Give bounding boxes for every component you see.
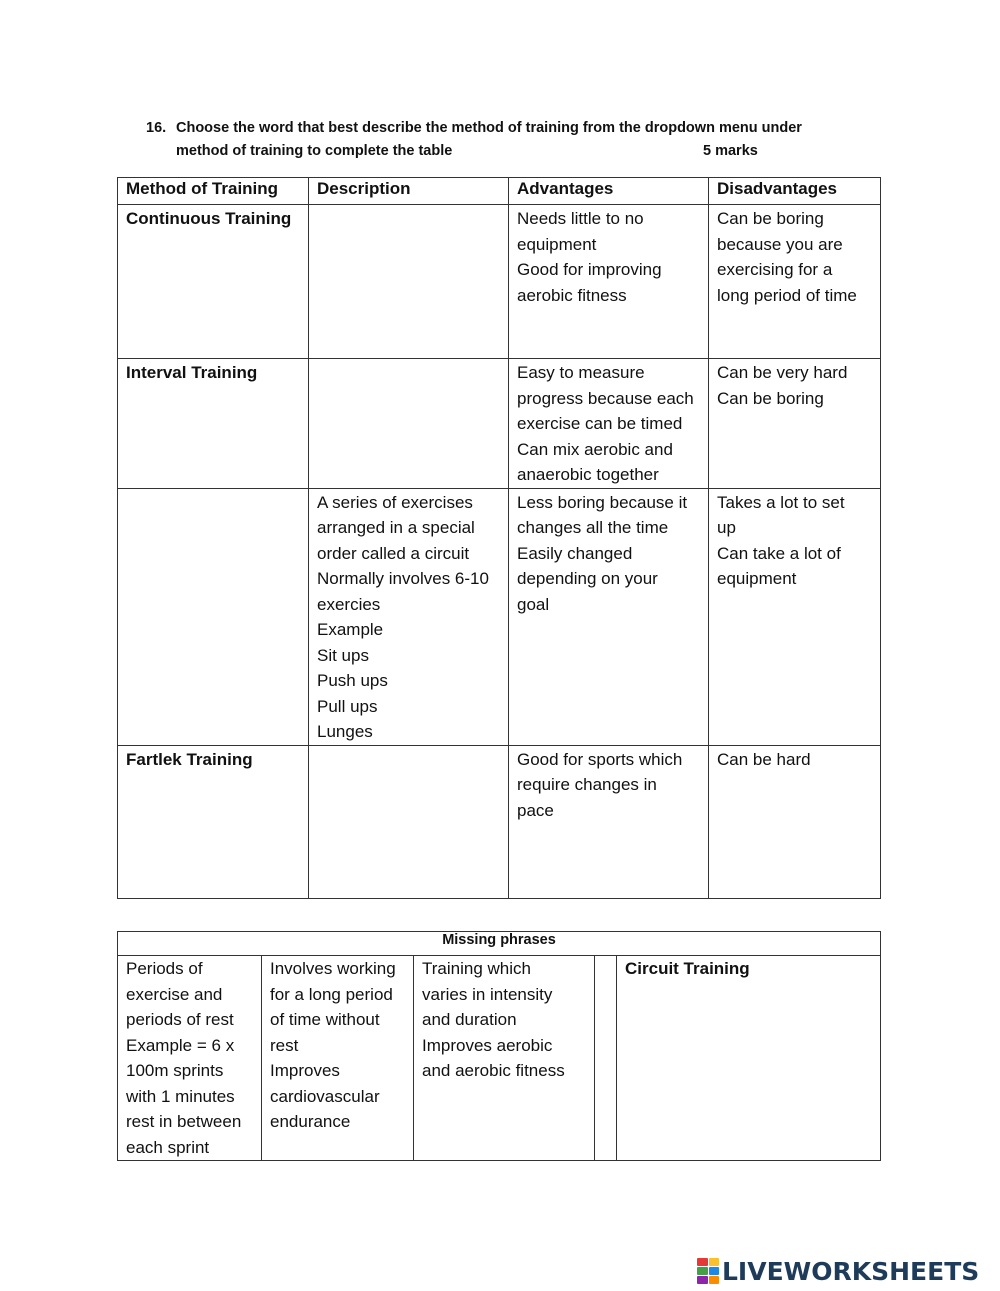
advantages-line: anaerobic together [517,465,659,484]
cell-description [309,488,509,745]
table-header-row [118,178,881,205]
phrase-cell [262,956,414,1161]
description-line: order called a circuit [317,543,470,563]
method-name: Fartlek Training [126,749,253,769]
missing-phrases-row [118,956,881,1161]
table-row [118,488,881,745]
advantages-line: progress because each [517,388,694,408]
liveworksheets-logo [697,1254,979,1288]
logo-square [697,1276,708,1284]
cell-disadvantages [709,745,881,898]
cell-method [118,745,309,898]
phrase-line: rest [270,1035,299,1055]
phrase-line: varies in intensity [422,984,553,1004]
question-number: 16. [146,120,167,136]
phrase-line: and aerobic fitness [422,1061,565,1080]
header-advantages: Advantages [509,178,709,205]
disadvantages-line: equipment [717,569,797,588]
advantages-line: Good for improving [517,260,662,279]
cell-method [118,488,309,745]
logo-square [697,1258,708,1266]
advantages-line: require changes in [517,775,657,794]
phrase-line: of time without [270,1010,380,1029]
phrase-line: endurance [270,1112,351,1131]
advantages-line: goal [517,594,550,614]
disadvantages-line: Takes a lot to set [717,492,845,512]
disadvantages-line: Can be boring [717,209,824,228]
phrase-line: Circuit Training [625,959,750,978]
header-description: Description [309,178,509,205]
disadvantages-line: exercising for a [717,260,833,279]
cell-description [309,359,509,489]
disadvantages-line: Can be hard [717,749,811,769]
disadvantages-line: Can be very hard [717,363,848,382]
advantages-line: Easy to measure [517,363,645,382]
phrase-line: Example = 6 x [126,1035,235,1055]
advantages-line: Easily changed [517,543,633,563]
logo-icon [697,1258,719,1284]
cell-method [118,205,309,359]
phrase-cell [414,956,595,1161]
cell-disadvantages [709,205,881,359]
phrase-cell [118,956,262,1161]
cell-advantages [509,488,709,745]
cell-disadvantages [709,488,881,745]
logo-square [709,1276,720,1284]
advantages-line: Good for sports which [517,749,683,769]
disadvantages-line: long period of time [717,285,857,305]
description-line: Lunges [317,722,373,741]
advantages-line: Can mix aerobic and [517,439,673,459]
method-name: Continuous Training [126,209,292,228]
phrase-line: Involves working [270,959,396,978]
advantages-line: pace [517,800,554,820]
phrase-line: Training which [422,959,531,978]
disadvantages-line: Can take a lot of [717,543,841,563]
phrase-cell [617,956,881,1161]
logo-square [709,1267,720,1275]
training-methods-table [117,177,881,899]
advantages-line: Less boring because it [517,492,688,512]
header-method: Method of Training [118,178,309,205]
phrase-line: exercise and [126,984,223,1004]
phrase-line: Periods of [126,959,203,978]
description-line: A series of exercises [317,492,473,512]
disadvantages-line: Can be boring [717,388,824,408]
cell-advantages [509,745,709,898]
advantages-line: Needs little to no [517,209,644,228]
missing-phrases-title: Missing phrases [118,932,881,956]
disadvantages-line: up [717,518,736,537]
question-text-line-2: method of training to complete the table [176,143,453,159]
phrase-line: with 1 minutes [126,1086,235,1106]
advantages-line: exercise can be timed [517,414,683,433]
advantages-line: aerobic fitness [517,285,627,305]
advantages-line: changes all the time [517,518,669,537]
description-line: Normally involves 6-10 [317,569,489,588]
phrase-line: each sprint [126,1137,210,1157]
cell-description [309,205,509,359]
missing-phrases-table [117,931,881,1161]
cell-advantages [509,359,709,489]
logo-text: LIVEWORKSHEETS [722,1256,980,1286]
method-name: Interval Training [126,363,258,382]
phrase-line: Improves aerobic [422,1035,553,1055]
cell-advantages [509,205,709,359]
description-line: arranged in a special [317,518,475,537]
table-row [118,205,881,359]
logo-square [709,1258,720,1266]
phrase-line: rest in between [126,1112,242,1131]
phrase-line: periods of rest [126,1010,234,1029]
description-line: Pull ups [317,696,378,716]
table-row [118,745,881,898]
phrase-line: cardiovascular [270,1086,380,1106]
description-line: Push ups [317,671,388,690]
logo-square [697,1267,708,1275]
advantages-line: equipment [517,234,597,254]
description-line: exercies [317,594,381,614]
phrase-line: 100m sprints [126,1061,224,1080]
advantages-line: depending on your [517,569,658,588]
cell-method [118,359,309,489]
cell-disadvantages [709,359,881,489]
phrase-line: Improves [270,1061,340,1080]
question-marks: 5 marks [703,143,758,159]
question-text-line-1: Choose the word that best describe the method of training from the dropdown menu under [176,120,802,136]
phrase-cell [595,956,617,1161]
cell-description [309,745,509,898]
description-line: Example [317,620,384,639]
phrase-line: and duration [422,1010,517,1029]
disadvantages-line: because you are [717,234,843,254]
phrase-line: for a long period [270,984,393,1004]
table-row [118,359,881,489]
header-disadvantages: Disadvantages [709,178,881,205]
description-line: Sit ups [317,645,369,665]
